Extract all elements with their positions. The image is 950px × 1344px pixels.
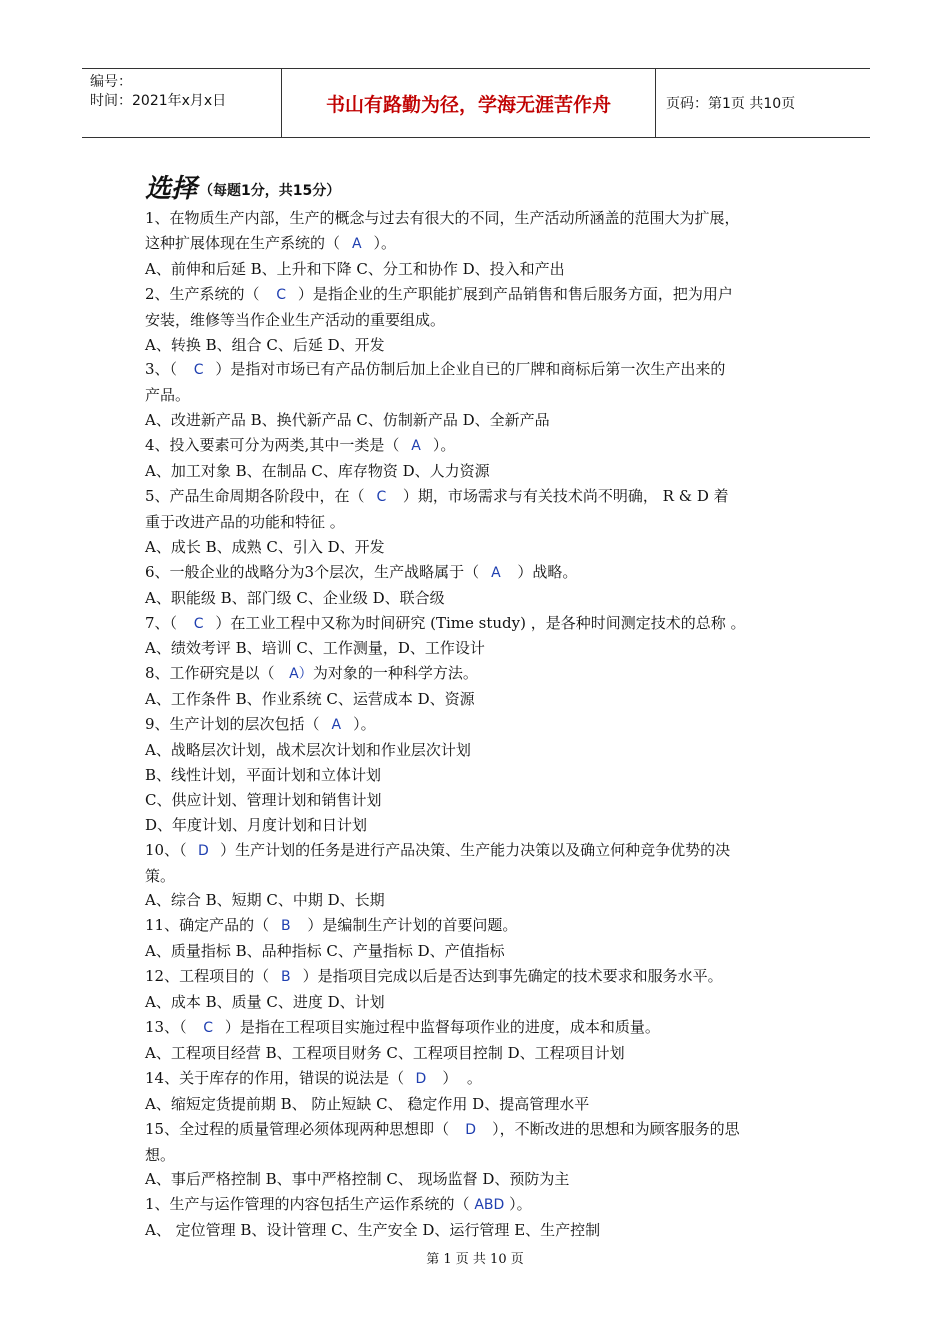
line-text-before: 3、（ bbox=[145, 360, 187, 379]
answer-mark: D bbox=[197, 842, 209, 859]
line-text: A、工程项目经营 B、工程项目财务 C、工程项目控制 D、工程项目计划 bbox=[145, 1043, 625, 1062]
line-text: A、改进新产品 B、换代新产品 C、仿制新产品 D、全新产品 bbox=[145, 411, 550, 430]
question-line bbox=[145, 484, 815, 510]
motto-cell bbox=[282, 69, 656, 137]
line-text: A、成本 B、质量 C、进度 D、计划 bbox=[145, 993, 385, 1012]
motto-text: 书山有路勤为径，学海无涯苦作舟 bbox=[325, 93, 611, 116]
line-text-after: ）。 bbox=[428, 436, 456, 455]
question-line bbox=[145, 661, 815, 687]
answer-mark: B bbox=[281, 969, 291, 986]
line-text: 产品。 bbox=[145, 386, 191, 405]
line-text-after: ）是编制生产计划的首要问题。 bbox=[297, 916, 518, 935]
header-table bbox=[82, 68, 870, 138]
question-line bbox=[145, 763, 815, 788]
line-text-after: ）。 bbox=[348, 715, 376, 734]
question-line bbox=[145, 257, 815, 282]
footer-page-number: 第 1 页 共 10 页 bbox=[426, 1252, 524, 1267]
line-text-before: 14、关于库存的作用，错误的说法是（ bbox=[145, 1068, 409, 1087]
answer-mark: A bbox=[491, 564, 501, 581]
answer-mark: D bbox=[415, 1070, 427, 1087]
question-line bbox=[145, 788, 815, 813]
question-list bbox=[145, 206, 815, 1243]
line-text-before: 8、工作研究是以（ bbox=[145, 664, 289, 683]
page-info-text: 页码：第1页 共10页 bbox=[666, 96, 796, 112]
document-body bbox=[145, 172, 815, 1243]
question-line bbox=[145, 231, 815, 257]
question-line bbox=[145, 1167, 815, 1192]
line-text-after: ）是指项目完成以后是否达到事先确定的技术要求和服务水平。 bbox=[297, 967, 723, 986]
question-line bbox=[145, 560, 815, 586]
question-line bbox=[145, 1041, 815, 1066]
question-line bbox=[145, 308, 815, 333]
question-line bbox=[145, 1192, 815, 1218]
question-line bbox=[145, 712, 815, 738]
question-line bbox=[145, 433, 815, 459]
answer-mark: C bbox=[276, 286, 286, 303]
line-text: A、综合 B、短期 C、中期 D、长期 bbox=[145, 891, 385, 910]
line-text-before: 7、（ bbox=[145, 613, 187, 632]
page-info-cell bbox=[656, 69, 870, 137]
header-meta-cell bbox=[82, 69, 282, 137]
line-text-before: 5、产品生命周期各阶段中，在（ bbox=[145, 486, 370, 505]
line-text-after: ）。 bbox=[504, 1195, 532, 1214]
date-label: 时间：2021年x月x日 bbox=[90, 93, 227, 109]
section-title: 选择 bbox=[145, 174, 198, 204]
line-text: A、工作条件 B、作业系统 C、运营成本 D、资源 bbox=[145, 690, 475, 709]
question-line bbox=[145, 333, 815, 358]
line-text: D、年度计划、月度计划和日计划 bbox=[145, 815, 368, 834]
line-text: A、转换 B、组合 C、后延 D、开发 bbox=[145, 335, 385, 354]
line-text-after: ）在工业工程中又称为时间研究 (Time study) ，是各种时间测定技术的总称 。 bbox=[210, 613, 746, 632]
question-line bbox=[145, 1092, 815, 1117]
line-text-after: ） 。 bbox=[432, 1068, 482, 1087]
line-text-before: 2、生产系统的（ bbox=[145, 284, 270, 303]
question-line bbox=[145, 838, 815, 864]
line-text: 安装，维修等当作企业生产活动的重要组成。 bbox=[145, 310, 446, 329]
line-text-before: 11、确定产品的（ bbox=[145, 916, 274, 935]
line-text-before: 这种扩展体现在生产系统的（ bbox=[145, 233, 345, 252]
answer-mark: A bbox=[351, 235, 362, 252]
question-line bbox=[145, 206, 815, 231]
question-line bbox=[145, 408, 815, 433]
answer-mark: A） bbox=[289, 666, 313, 683]
line-text-before: 6、一般企业的战略分为3个层次，生产战略属于（ bbox=[145, 562, 484, 581]
line-text: A、职能级 B、部门级 C、企业级 D、联合级 bbox=[145, 588, 445, 607]
question-line bbox=[145, 1218, 815, 1243]
question-line bbox=[145, 383, 815, 408]
question-line bbox=[145, 1143, 815, 1168]
answer-mark: C bbox=[376, 488, 387, 505]
line-text-after: ）是指企业的生产职能扩展到产品销售和售后服务方面，把为用户 bbox=[293, 284, 733, 303]
question-line bbox=[145, 1066, 815, 1092]
answer-mark: C bbox=[193, 362, 204, 379]
line-text: B、线性计划，平面计划和立体计划 bbox=[145, 765, 382, 784]
question-line bbox=[145, 964, 815, 990]
line-text: A、质量指标 B、品种指标 C、产量指标 D、产值指标 bbox=[145, 942, 505, 961]
answer-mark: D bbox=[465, 1121, 477, 1138]
page-footer bbox=[0, 1248, 950, 1267]
line-text: 1、在物质生产内部，生产的概念与过去有很大的不同，生产活动所涵盖的范围大为扩展， bbox=[145, 209, 740, 227]
line-text: 策。 bbox=[145, 866, 176, 885]
question-line bbox=[145, 990, 815, 1015]
line-text-before: 10、（ bbox=[145, 840, 192, 859]
question-line bbox=[145, 1015, 815, 1041]
question-line bbox=[145, 813, 815, 838]
line-text-before: 9、生产计划的层次包括（ bbox=[145, 715, 325, 734]
answer-mark: A bbox=[411, 438, 421, 455]
line-text: A、绩效考评 B、培训 C、工作测量，D、工作设计 bbox=[145, 639, 485, 658]
section-heading bbox=[145, 172, 815, 204]
question-line bbox=[145, 282, 815, 308]
section-subtitle: （每题1分，共15分） bbox=[199, 183, 341, 199]
number-label: 编号： bbox=[90, 74, 132, 90]
question-line bbox=[145, 913, 815, 939]
answer-mark: A bbox=[331, 717, 342, 734]
line-text-after: ）生产计划的任务是进行产品决策、生产能力决策以及确立何种竞争优势的决 bbox=[215, 840, 731, 859]
question-line bbox=[145, 535, 815, 560]
line-text-before: 12、工程项目的（ bbox=[145, 967, 274, 986]
question-line bbox=[145, 939, 815, 964]
question-line bbox=[145, 1117, 815, 1143]
question-line bbox=[145, 586, 815, 611]
line-text: A、事后严格控制 B、事中严格控制 C、 现场监督 D、预防为主 bbox=[145, 1170, 570, 1189]
line-text: 重于改进产品的功能和特征 。 bbox=[145, 512, 345, 531]
line-text: A、成长 B、成熟 C、引入 D、开发 bbox=[145, 537, 385, 556]
question-line bbox=[145, 738, 815, 763]
answer-mark: C bbox=[193, 615, 204, 632]
question-line bbox=[145, 357, 815, 383]
line-text-after: 为对象的一种科学方法。 bbox=[312, 664, 478, 683]
question-line bbox=[145, 864, 815, 889]
line-text-after: ）战略。 bbox=[507, 562, 578, 581]
line-text: A、前伸和后延 B、上升和下降 C、分工和协作 D、投入和产出 bbox=[145, 259, 565, 278]
line-text-after: ）期，市场需求与有关技术尚不明确， R & D 着 bbox=[393, 486, 729, 505]
answer-mark: B bbox=[281, 918, 291, 935]
line-text: A、 定位管理 B、设计管理 C、生产安全 D、运行管理 E、生产控制 bbox=[145, 1221, 601, 1240]
line-text: 想。 bbox=[145, 1145, 176, 1164]
answer-mark: ABD bbox=[474, 1197, 505, 1214]
line-text: A、加工对象 B、在制品 C、库存物资 D、人力资源 bbox=[145, 462, 490, 481]
line-text-after: ），不断改进的思想和为顾客服务的思 bbox=[482, 1119, 740, 1138]
line-text-after: ）。 bbox=[368, 233, 397, 252]
question-line bbox=[145, 459, 815, 484]
line-text-before: 4、投入要素可分为两类,其中一类是（ bbox=[145, 436, 405, 455]
line-text: C、供应计划、管理计划和销售计划 bbox=[145, 790, 382, 809]
question-line bbox=[145, 611, 815, 637]
answer-mark: C bbox=[203, 1020, 214, 1036]
line-text: A、缩短定货提前期 B、 防止短缺 C、 稳定作用 D、提高管理水平 bbox=[145, 1094, 590, 1113]
question-line bbox=[145, 636, 815, 661]
line-text: A、战略层次计划，战术层次计划和作业层次计划 bbox=[145, 741, 471, 760]
line-text-before: 1、生产与运作管理的内容包括生产运作系统的（ bbox=[145, 1195, 475, 1214]
question-line bbox=[145, 888, 815, 913]
question-line bbox=[145, 510, 815, 535]
line-text-before: 15、全过程的质量管理必须体现两种思想即（ bbox=[145, 1119, 459, 1138]
line-text-after: ）是指在工程项目实施过程中监督每项作业的进度，成本和质量。 bbox=[220, 1018, 660, 1036]
line-text-before: 13、（ bbox=[145, 1018, 197, 1036]
question-line bbox=[145, 687, 815, 712]
line-text-after: ）是指对市场已有产品仿制后加上企业自已的厂牌和商标后第一次生产出来的 bbox=[210, 360, 726, 379]
